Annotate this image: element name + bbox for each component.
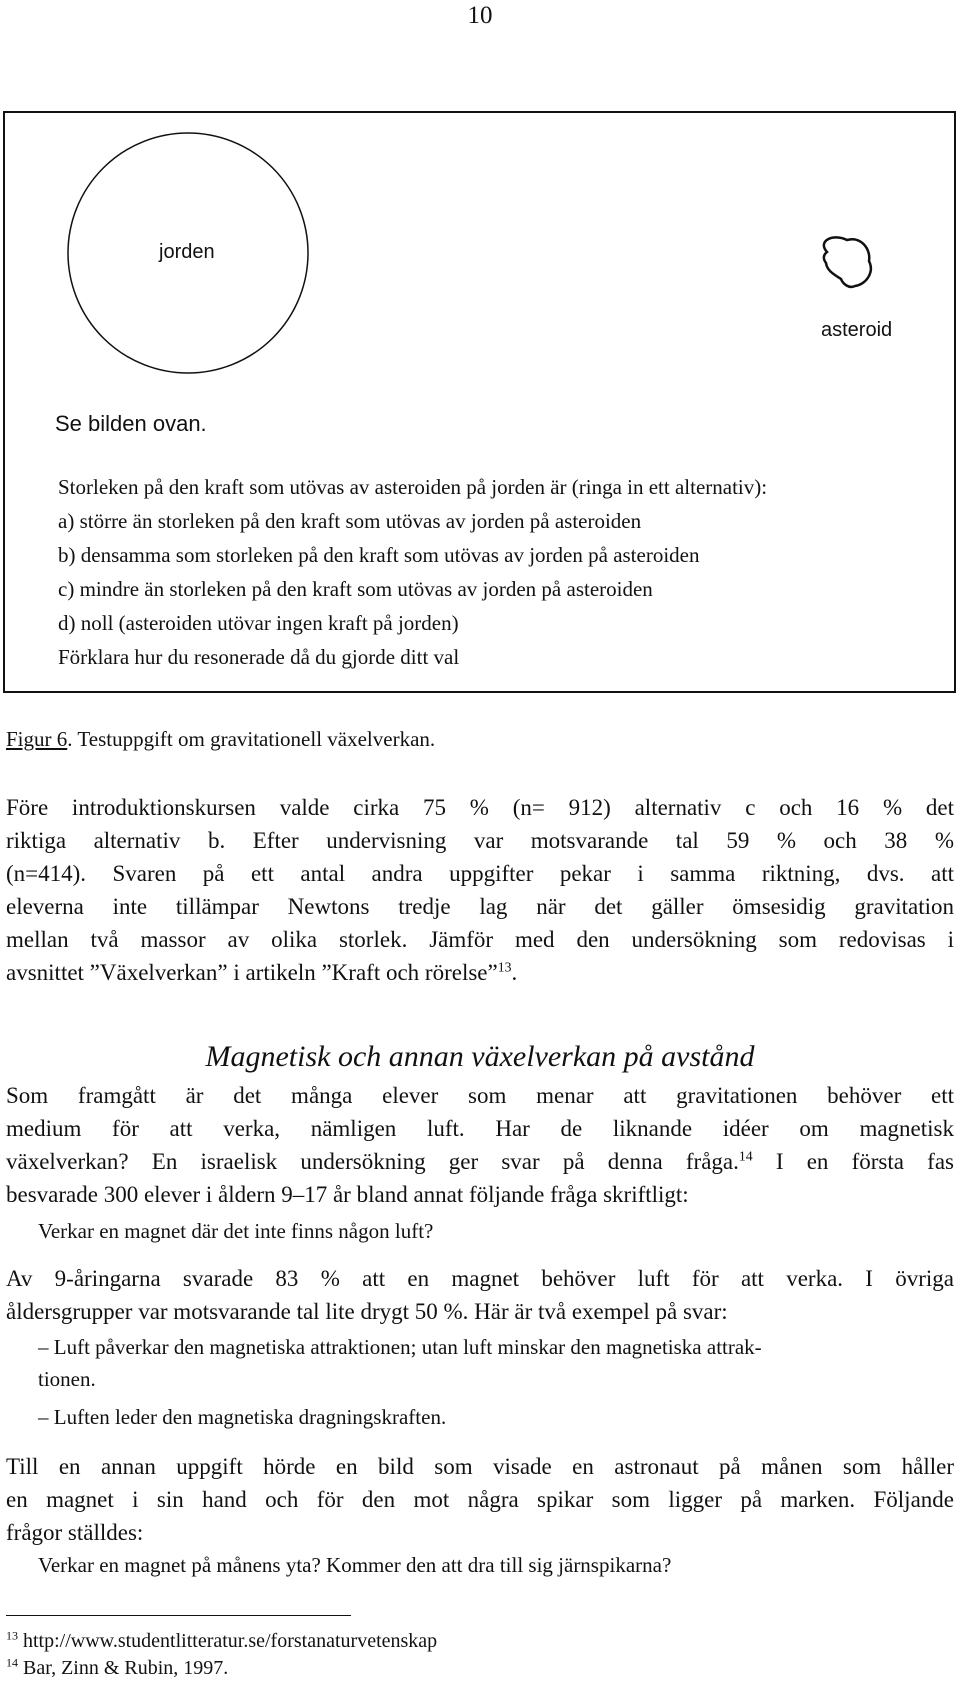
option-d: d) noll (asteroiden utövar ingen kraft på jorden) (58, 611, 459, 635)
para1-line6 (6, 956, 954, 989)
asteroid-shape (824, 237, 871, 287)
para2-line1: Som framgått är det många elever som menar att gravitationen behöver ett (6, 1083, 954, 1108)
figure-question: Storleken på den kraft som utövas av asteroiden på jorden är (ringa in ett alternativ): (58, 475, 768, 499)
para1-line5: mellan två massor av olika storlek. Jämför med den undersökning som redovisas i (6, 927, 954, 952)
footnote-14-text: Bar, Zinn & Rubin, 1997. (23, 1657, 229, 1679)
para4-line2: en magnet i sin hand och för den mot några spikar som ligger på marken. Följande (6, 1487, 954, 1512)
para2-line3-b: I en första fas (752, 1149, 954, 1174)
answer-2: – Luften leder den magnetiska dragningskraften. (38, 1405, 447, 1429)
para1-line2: riktiga alternativ b. Efter undervisning var motsvarande tal 59 % och 38 % (6, 828, 954, 853)
para1-line4: eleverna inte tillämpar Newtons tredje lag när det gäller ömsesidig gravitation (6, 894, 954, 919)
section-heading: Magnetisk och annan växelverkan på avstånd (205, 1040, 755, 1073)
para3-line2: åldersgrupper var motsvarande tal lite drygt 50 %. Här är två exempel på svar: (6, 1299, 728, 1324)
paragraph-1 (6, 791, 954, 989)
para1-line6-end: . (511, 960, 518, 985)
question-moon: Verkar en magnet på månens yta? Kommer den att dra till sig järnspikarna? (38, 1553, 672, 1577)
footnote-divider (6, 1615, 351, 1616)
para2-line4: besvarade 300 elever i åldern 9–17 år bland annat följande fråga skriftligt: (6, 1182, 689, 1207)
para1-line1: Före introduktionskursen valde cirka 75 % (n= 912) alternativ c och 16 % det (6, 795, 954, 820)
figure-explain: Förklara hur du resonerade då du gjorde ditt val (58, 645, 460, 669)
footnote-13 (6, 1630, 437, 1653)
para2-line3-a: växelverkan? En israelisk undersökning ger svar på denna fråga. (6, 1149, 739, 1174)
footnote-ref-14: 14 (738, 1148, 753, 1164)
option-a: a) större än storleken på den kraft som utövas av jorden på asteroiden (58, 509, 642, 533)
question-air: Verkar en magnet där det inte finns någon luft? (38, 1219, 434, 1243)
option-b: b) densamma som storleken på den kraft som utövas av jorden på asteroiden (58, 543, 700, 567)
para4-line3: frågor ställdes: (6, 1520, 144, 1545)
para2-line3 (6, 1145, 954, 1178)
footnote-14 (6, 1657, 228, 1680)
figure-caption (6, 727, 435, 752)
para1-line3: (n=414). Svaren på ett antal andra uppgifter pekar i samma riktning, dvs. att (6, 861, 954, 886)
asteroid-label: asteroid (821, 319, 893, 341)
footnote-13-text: http://www.studentlitteratur.se/forstanaturvetenskap (23, 1630, 438, 1652)
caption-text: . Testuppgift om gravitationell växelverkan. (67, 727, 436, 751)
para1-line6-text: avsnittet ”Växelverkan” i artikeln ”Kraft och rörelse” (6, 960, 498, 985)
paragraph-4 (6, 1450, 954, 1549)
para3-line1: Av 9-åringarna svarade 83 % att en magnet behöver luft för att verka. I övriga (6, 1266, 954, 1291)
answer-1-line1: – Luft påverkar den magnetiska attraktionen; utan luft minskar den magnetiska attrak- (38, 1335, 762, 1359)
option-c: c) mindre än storleken på den kraft som utövas av jorden på asteroiden (58, 577, 653, 601)
figure-intro: Se bilden ovan. (55, 411, 207, 436)
footnote-ref-13: 13 (497, 959, 512, 975)
figure-box (3, 111, 956, 693)
para2-line2: medium för att verka, nämligen luft. Har de liknande idéer om magnetisk (6, 1116, 954, 1141)
para4-line1: Till en annan uppgift hörde en bild som visade en astronaut på månen som håller (6, 1454, 954, 1479)
earth-label: jorden (159, 241, 215, 263)
caption-label: Figur 6 (6, 727, 68, 751)
answer-1-line2: tionen. (38, 1367, 96, 1391)
paragraph-2 (6, 1079, 954, 1211)
paragraph-3 (6, 1262, 954, 1328)
footnote-14-number: 14 (6, 1655, 18, 1670)
page-number: 10 (467, 2, 493, 29)
footnote-13-number: 13 (6, 1628, 18, 1643)
